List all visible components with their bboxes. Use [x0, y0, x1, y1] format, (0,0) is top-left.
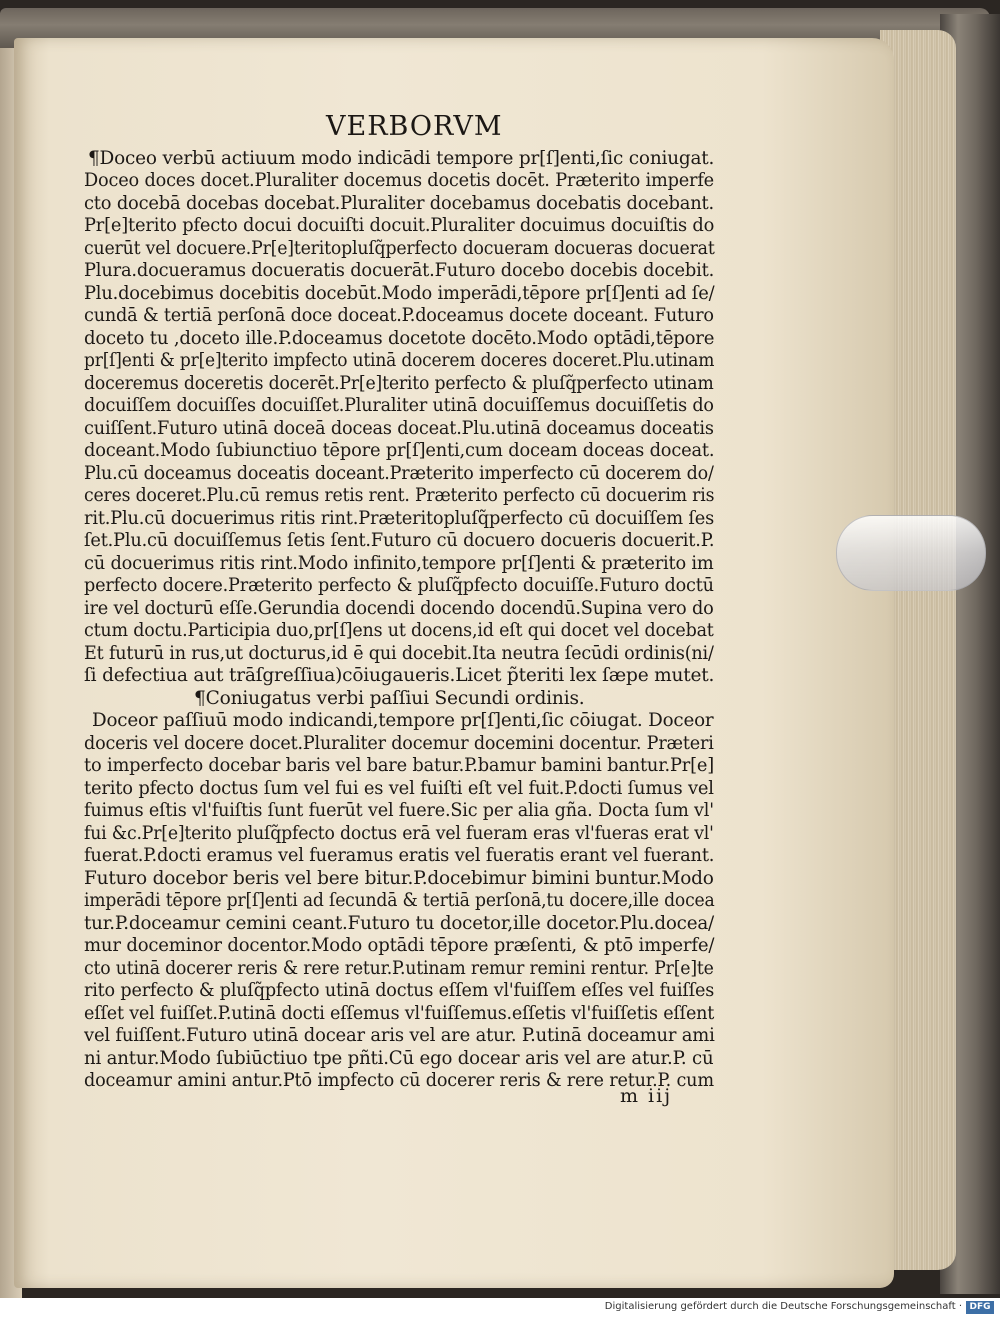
text-line: ire vel docturū eſſe.Gerundia docendi docendo docendū.Supina vero do — [84, 598, 714, 619]
text-line: Doceo doces docet.Pluraliter docemus docetis docēt. Præterito imperfe — [84, 170, 714, 191]
text-line: ctum doctu.Participia duo,pr[ſ]ens ut docens,id eſt qui docet vel docebat — [84, 620, 714, 641]
text-line: cū docuerimus ritis rint.Modo infinito,tempore pr[ſ]enti & præterito im — [84, 553, 714, 574]
text-line: doceant.Modo ſubiunctiuo tēpore pr[ſ]enti,cum doceam doceas doceat. — [84, 440, 715, 461]
text-line: Pr[e]terito pfecto docui docuiſti docuit.Pluraliter docuimus docuiſtis do — [84, 215, 715, 236]
text-line: doceamur amini antur.Ptō impfecto cū docerer reris & rere retur.P. cum — [84, 1070, 714, 1091]
text-line: ceres doceret.Plu.cū remus retis rent. Præterito perfecto cū docuerim ris — [84, 485, 715, 506]
text-line: vel fuiſſent.Futuro utinā docear aris vel are atur. P.utinā doceamur ami — [84, 1025, 715, 1046]
text-line: Plura.docueramus docueratis docuerāt.Futuro docebo docebis docebit. — [84, 260, 715, 281]
text-line: ¶Doceo verbū actiuum modo indicādi tempore pr[ſ]enti,ſic coniugat. — [88, 148, 715, 169]
text-line: Plu.docebimus docebitis docebūt.Modo imperādi,tēpore pr[ſ]enti ad ſe/ — [84, 283, 715, 304]
text-line: eſſet vel fuiſſet.P.utinā docti eſſemus vl'fuiſſemus.eſſetis vl'fuiſſetis eſſent — [84, 1003, 715, 1024]
text-line: doceris vel docere docet.Pluraliter docemur docemini docentur. Præteri — [84, 733, 714, 754]
text-line: Et futurū in rus,ut docturus,id ē qui docebit.Ita neutra ſecūdi ordinis(ni/ — [84, 643, 714, 664]
text-line: Futuro docebor beris vel bere bitur.P.docebimur bimini buntur.Modo — [84, 868, 714, 889]
footer-bar — [0, 1298, 1000, 1317]
text-line: doceto tu ,doceto ille.P.doceamus docetote docēto.Modo optādi,tēpore — [84, 328, 715, 349]
text-line: terito pfecto doctus ſum vel fui es vel fuiſti eſt vel fuit.P.docti ſumus vel — [84, 778, 714, 799]
funding-notice: Digitalisierung gefördert durch die Deutsche Forschungsgemeinschaft · — [604, 1301, 962, 1312]
signature-mark: m iij — [620, 1085, 673, 1107]
text-line: ni antur.Modo ſubiūctiuo tpe pñti.Cū ego docear aris vel are atur.P. cū — [84, 1048, 714, 1069]
glass-page-weight — [836, 515, 986, 591]
text-line: docuiſſem docuiſſes docuiſſet.Pluraliter utinā docuiſſemus docuiſſetis do — [84, 395, 714, 416]
text-line: to imperfecto docebar baris vel bare batur.P.bamur bamini bantur.Pr[e] — [84, 755, 714, 776]
text-line: cuerūt vel docuere.Pr[e]teritopluſq̃perfecto docueram docueras docuerat — [84, 238, 715, 259]
running-head: VERBORVM — [326, 111, 503, 142]
text-line: cundā & tertiā perſonā doce doceat.P.doceamus docete doceant. Futuro — [84, 305, 714, 326]
text-line: Plu.cū doceamus doceatis doceant.Præterito imperfecto cū docerem do/ — [84, 463, 714, 484]
text-line: pr[ſ]enti & pr[e]terito impfecto utinā docerem doceres doceret.Plu.utinam — [84, 350, 715, 371]
text-line: cto utinā docerer reris & rere retur.P.utinam remur remini rentur. Pr[e]te — [84, 958, 714, 979]
text-line: mur doceminor docentor.Modo optādi tēpore præſenti, & ptō imperfe/ — [84, 935, 715, 956]
text-line: cto docebā docebas docebat.Pluraliter docebamus docebatis docebant. — [84, 193, 714, 214]
text-line: rito perfecto & pluſq̃pfecto utinā doctus eſſem vl'fuiſſem eſſes vel fuiſſes — [84, 980, 715, 1001]
text-line: fuerat.P.docti eramus vel fueramus eratis vel fueratis erant vel fuerant. — [84, 845, 715, 866]
text-line: ſet.Plu.cū docuiſſemus ſetis ſent.Futuro cū docuero docueris docuerit.P. — [84, 530, 715, 551]
text-line: Doceor paſſiuū modo indicandi,tempore pr[ſ]enti,ſic cōiugat. Doceor — [92, 710, 714, 731]
text-line: fui &c.Pr[e]terito pluſq̃pfecto doctus erā vel fueram eras vl'fueras erat vl' — [84, 823, 714, 844]
text-line: rit.Plu.cū docuerimus ritis rint.Præteritopluſq̃perfecto cū docuiſſem ſes — [84, 508, 715, 529]
text-line: ¶Coniugatus verbi paſſiui Secundi ordinis. — [194, 688, 585, 709]
text-line: tur.P.doceamur cemini ceant.Futuro tu docetor,ille docetor.Plu.docea/ — [84, 913, 715, 934]
text-line: fuimus eſtis vl'fuiſtis ſunt fuerūt vel fuere.Sic per alia gña. Docta ſum vl' — [84, 800, 714, 821]
text-line: doceremus doceretis docerēt.Pr[e]terito perfecto & pluſq̃perfecto utinam — [84, 373, 714, 394]
text-line: ſi defectiua aut trāſgreſſiua)cōiugaueris.Licet p̃teriti lex ſæpe mutet. — [84, 665, 715, 686]
dfg-logo: DFG — [966, 1301, 994, 1314]
text-line: perfecto docere.Præterito perfecto & pluſq̃pfecto docuiſſe.Futuro doctū — [84, 575, 714, 596]
text-line: cuiſſent.Futuro utinā doceā doceas doceat.Plu.utinā doceamus doceatis — [84, 418, 714, 439]
text-line: imperādi tēpore pr[ſ]enti ad ſecundā & tertiā perſonā,tu docere,ille docea — [84, 890, 715, 911]
